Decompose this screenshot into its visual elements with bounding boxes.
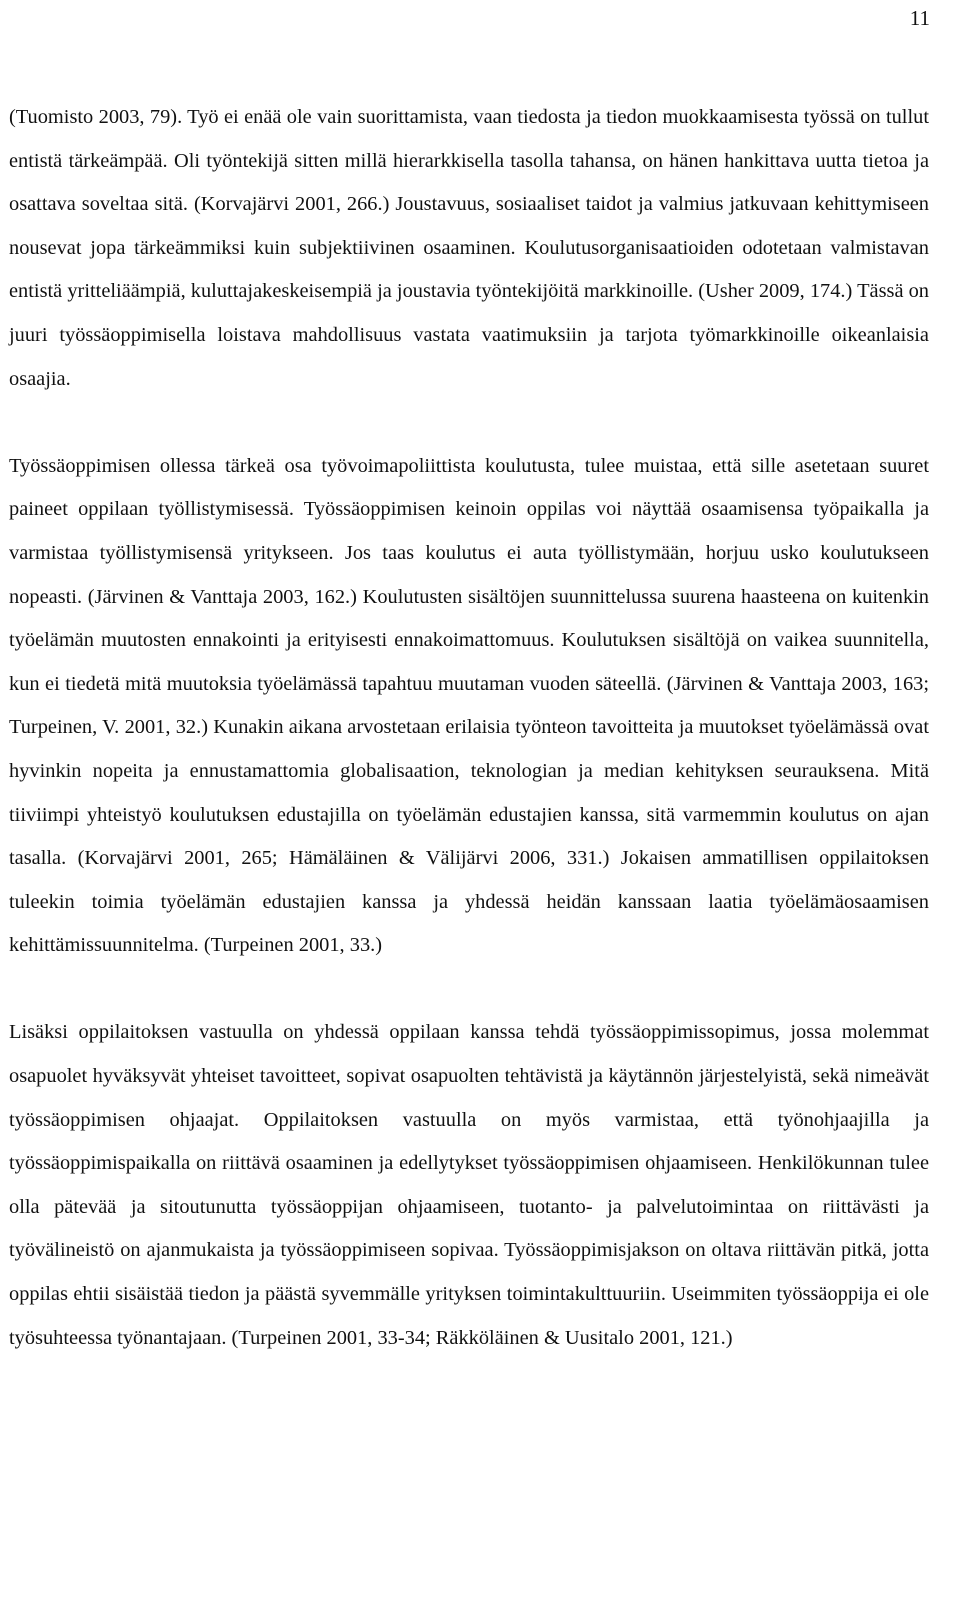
- page-number: 11: [909, 6, 930, 30]
- document-body: [9, 96, 929, 1360]
- paragraph: Lisäksi oppilaitoksen vastuulla on yhdessä oppilaan kanssa tehdä työssäoppimissopimus, jossa molemmat osapuolet hyväksyvät yhteiset tavoitteet, sopivat osapuolten tehtävistä ja käytännön järjestelyistä, sekä nimeävät työssäoppimisen ohjaajat. Oppilaitoksen vastuulla on myös varmistaa, että työnohjaajilla ja työssäoppimispaikalla on riittävä osaaminen ja edellytykset työssäoppimisen ohjaamiseen. Henkilökunnan tulee olla pätevää ja sitoutunutta työssäoppijan ohjaamiseen, tuotanto- ja palvelutoimintaa on riittävästi ja työvälineistö on ajanmukaista ja työssäoppimiseen sopivaa. Työssäoppimisjakson on oltava riittävän pitkä, jotta oppilas ehtii sisäistää tiedon ja päästä syvemmälle yrityksen toimintakulttuuriin. Useimmiten työssäoppija ei ole työsuhteessa työnantajaan. (Turpeinen 2001, 33-34; Räkköläinen & Uusitalo 2001, 121.): [9, 1021, 929, 1349]
- paragraph: Työssäoppimisen ollessa tärkeä osa työvoimapoliittista koulutusta, tulee muistaa, että sille asetetaan suuret paineet oppilaan työllistymisessä. Työssäoppimisen keinoin oppilas voi näyttää osaamisensa työpaikalla ja varmistaa työllistymisensä yritykseen. Jos taas koulutus ei auta työllistymään, horjuu usko koulutukseen nopeasti. (Järvinen & Vanttaja 2003, 162.) Koulutusten sisältöjen suunnittelussa suurena haasteena on kuitenkin työelämän muutosten ennakointi ja erityisesti ennakoimattomuus. Koulutuksen sisältöjä on vaikea suunnitella, kun ei tiedetä mitä muutoksia työelämässä tapahtuu muutaman vuoden säteellä. (Järvinen & Vanttaja 2003, 163; Turpeinen, V. 2001, 32.) Kunakin aikana arvostetaan erilaisia työnteon tavoitteita ja muutokset työelämässä ovat hyvinkin nopeita ja ennustamattomia globalisaation, teknologian ja median kehityksen seurauksena. Mitä tiiviimpi yhteistyö koulutuksen edustajilla on työelämän edustajien kanssa, sitä varmemmin koulutus on ajan tasalla. (Korvajärvi 2001, 265; Hämäläinen & Välijärvi 2006, 331.) Jokaisen ammatillisen oppilaitoksen tuleekin toimia työelämän edustajien kanssa ja yhdessä heidän kanssaan laatia työelämäosaamisen kehittämissuunnitelma. (Turpeinen 2001, 33.): [9, 454, 929, 957]
- paragraph: (Tuomisto 2003, 79). Työ ei enää ole vain suorittamista, vaan tiedosta ja tiedon muokkaamisesta työssä on tullut entistä tärkeämpää. Oli työntekijä sitten millä hierarkkisella tasolla tahansa, on hänen hankittava uutta tietoa ja osattava soveltaa sitä. (Korvajärvi 2001, 266.) Joustavuus, sosiaaliset taidot ja valmius jatkuvaan kehittymiseen nousevat jopa tärkeämmiksi kuin subjektiivinen osaaminen. Koulutusorganisaatioiden odotetaan valmistavan entistä yritteliäämpiä, kuluttajakeskeisempiä ja joustavia työntekijöitä markkinoille. (Usher 2009, 174.) Tässä on juuri työssäoppimisella loistava mahdollisuus vastata vaatimuksiin ja tarjota työmarkkinoille oikeanlaisia osaajia.: [9, 106, 929, 390]
